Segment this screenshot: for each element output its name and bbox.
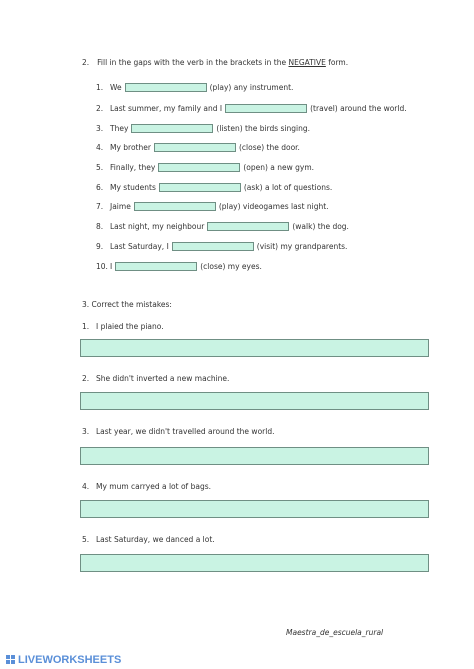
- section-number: 2.: [82, 58, 90, 67]
- item-before: Finally, they: [110, 163, 156, 172]
- author-signature: Maestra_de_escuela_rural: [286, 628, 384, 637]
- item-text: She didn't inverted a new machine.: [96, 374, 230, 383]
- answer-gap-3[interactable]: [131, 124, 213, 133]
- item-number: 9.: [96, 242, 104, 251]
- gap-item-10: [96, 262, 262, 271]
- instruction-end: form.: [328, 58, 349, 67]
- item-number: 2.: [82, 374, 90, 383]
- instruction-underlined: NEGATIVE: [288, 58, 326, 67]
- answer-gap-9[interactable]: [172, 242, 254, 251]
- correction-item-5: [82, 535, 215, 544]
- correction-answer-4[interactable]: [80, 500, 429, 518]
- brand-name: LIVEWORKSHEETS: [18, 654, 122, 666]
- footer-brand: [6, 654, 121, 666]
- gap-item-1: [96, 83, 293, 92]
- answer-gap-5[interactable]: [158, 163, 240, 172]
- item-number: 2.: [96, 104, 104, 113]
- item-number: 6.: [96, 183, 104, 192]
- item-after: (visit) my grandparents.: [256, 242, 348, 251]
- answer-gap-2[interactable]: [225, 104, 307, 113]
- item-text: I plaied the piano.: [96, 322, 164, 331]
- item-number: 3.: [96, 124, 104, 133]
- item-after: (open) a new gym.: [243, 163, 315, 172]
- correction-item-4: [82, 482, 211, 491]
- answer-gap-1[interactable]: [125, 83, 207, 92]
- answer-gap-10[interactable]: [115, 262, 197, 271]
- item-number: 10.: [96, 262, 108, 271]
- item-text: Last year, we didn't travelled around the world.: [96, 427, 275, 436]
- gap-item-3: [96, 124, 310, 133]
- correction-item-3: [82, 427, 274, 436]
- answer-gap-6[interactable]: [159, 183, 241, 192]
- item-number: 7.: [96, 202, 104, 211]
- answer-gap-8[interactable]: [207, 222, 289, 231]
- section-2-heading: [82, 58, 348, 67]
- item-number: 5.: [82, 535, 90, 544]
- item-before: Jaime: [110, 202, 131, 211]
- item-number: 4.: [82, 482, 90, 491]
- item-text: Last Saturday, we danced a lot.: [96, 535, 215, 544]
- item-before: Last night, my neighbour: [110, 222, 205, 231]
- correction-item-2: [82, 374, 229, 383]
- correction-answer-3[interactable]: [80, 447, 429, 465]
- item-number: 3.: [82, 427, 90, 436]
- liveworksheets-logo-icon: [6, 655, 16, 665]
- answer-gap-4[interactable]: [154, 143, 236, 152]
- item-before: We: [110, 83, 122, 92]
- item-before: Last summer, my family and I: [110, 104, 223, 113]
- item-before: They: [110, 124, 129, 133]
- correction-answer-1[interactable]: [80, 339, 429, 357]
- item-before: My students: [110, 183, 156, 192]
- gap-item-6: [96, 183, 332, 192]
- gap-item-2: [96, 104, 407, 113]
- item-before: Last Saturday, I: [110, 242, 169, 251]
- item-number: 1.: [96, 83, 104, 92]
- answer-gap-7[interactable]: [134, 202, 216, 211]
- correction-answer-5[interactable]: [80, 554, 429, 572]
- item-number: 8.: [96, 222, 104, 231]
- correction-item-1: [82, 322, 164, 331]
- item-number: 4.: [96, 143, 104, 152]
- correction-answer-2[interactable]: [80, 392, 429, 410]
- item-after: (listen) the birds singing.: [216, 124, 311, 133]
- item-before: My brother: [110, 143, 151, 152]
- item-after: (close) the door.: [238, 143, 300, 152]
- item-number: 5.: [96, 163, 104, 172]
- item-number: 1.: [82, 322, 90, 331]
- gap-item-7: [96, 202, 329, 211]
- instruction-text: Fill in the gaps with the verb in the brackets in the: [97, 58, 287, 67]
- gap-item-5: [96, 163, 314, 172]
- item-after: (walk) the dog.: [292, 222, 349, 231]
- item-after: (ask) a lot of questions.: [243, 183, 333, 192]
- item-after: (close) my eyes.: [200, 262, 262, 271]
- gap-item-8: [96, 222, 349, 231]
- gap-item-9: [96, 242, 347, 251]
- item-after: (play) any instrument.: [209, 83, 294, 92]
- item-after: (play) videogames last night.: [218, 202, 329, 211]
- item-after: (travel) around the world.: [310, 104, 407, 113]
- item-text: My mum carryed a lot of bags.: [96, 482, 211, 491]
- item-before: I: [110, 262, 113, 271]
- section-3-heading: 3. Correct the mistakes:: [82, 300, 172, 309]
- gap-item-4: [96, 143, 300, 152]
